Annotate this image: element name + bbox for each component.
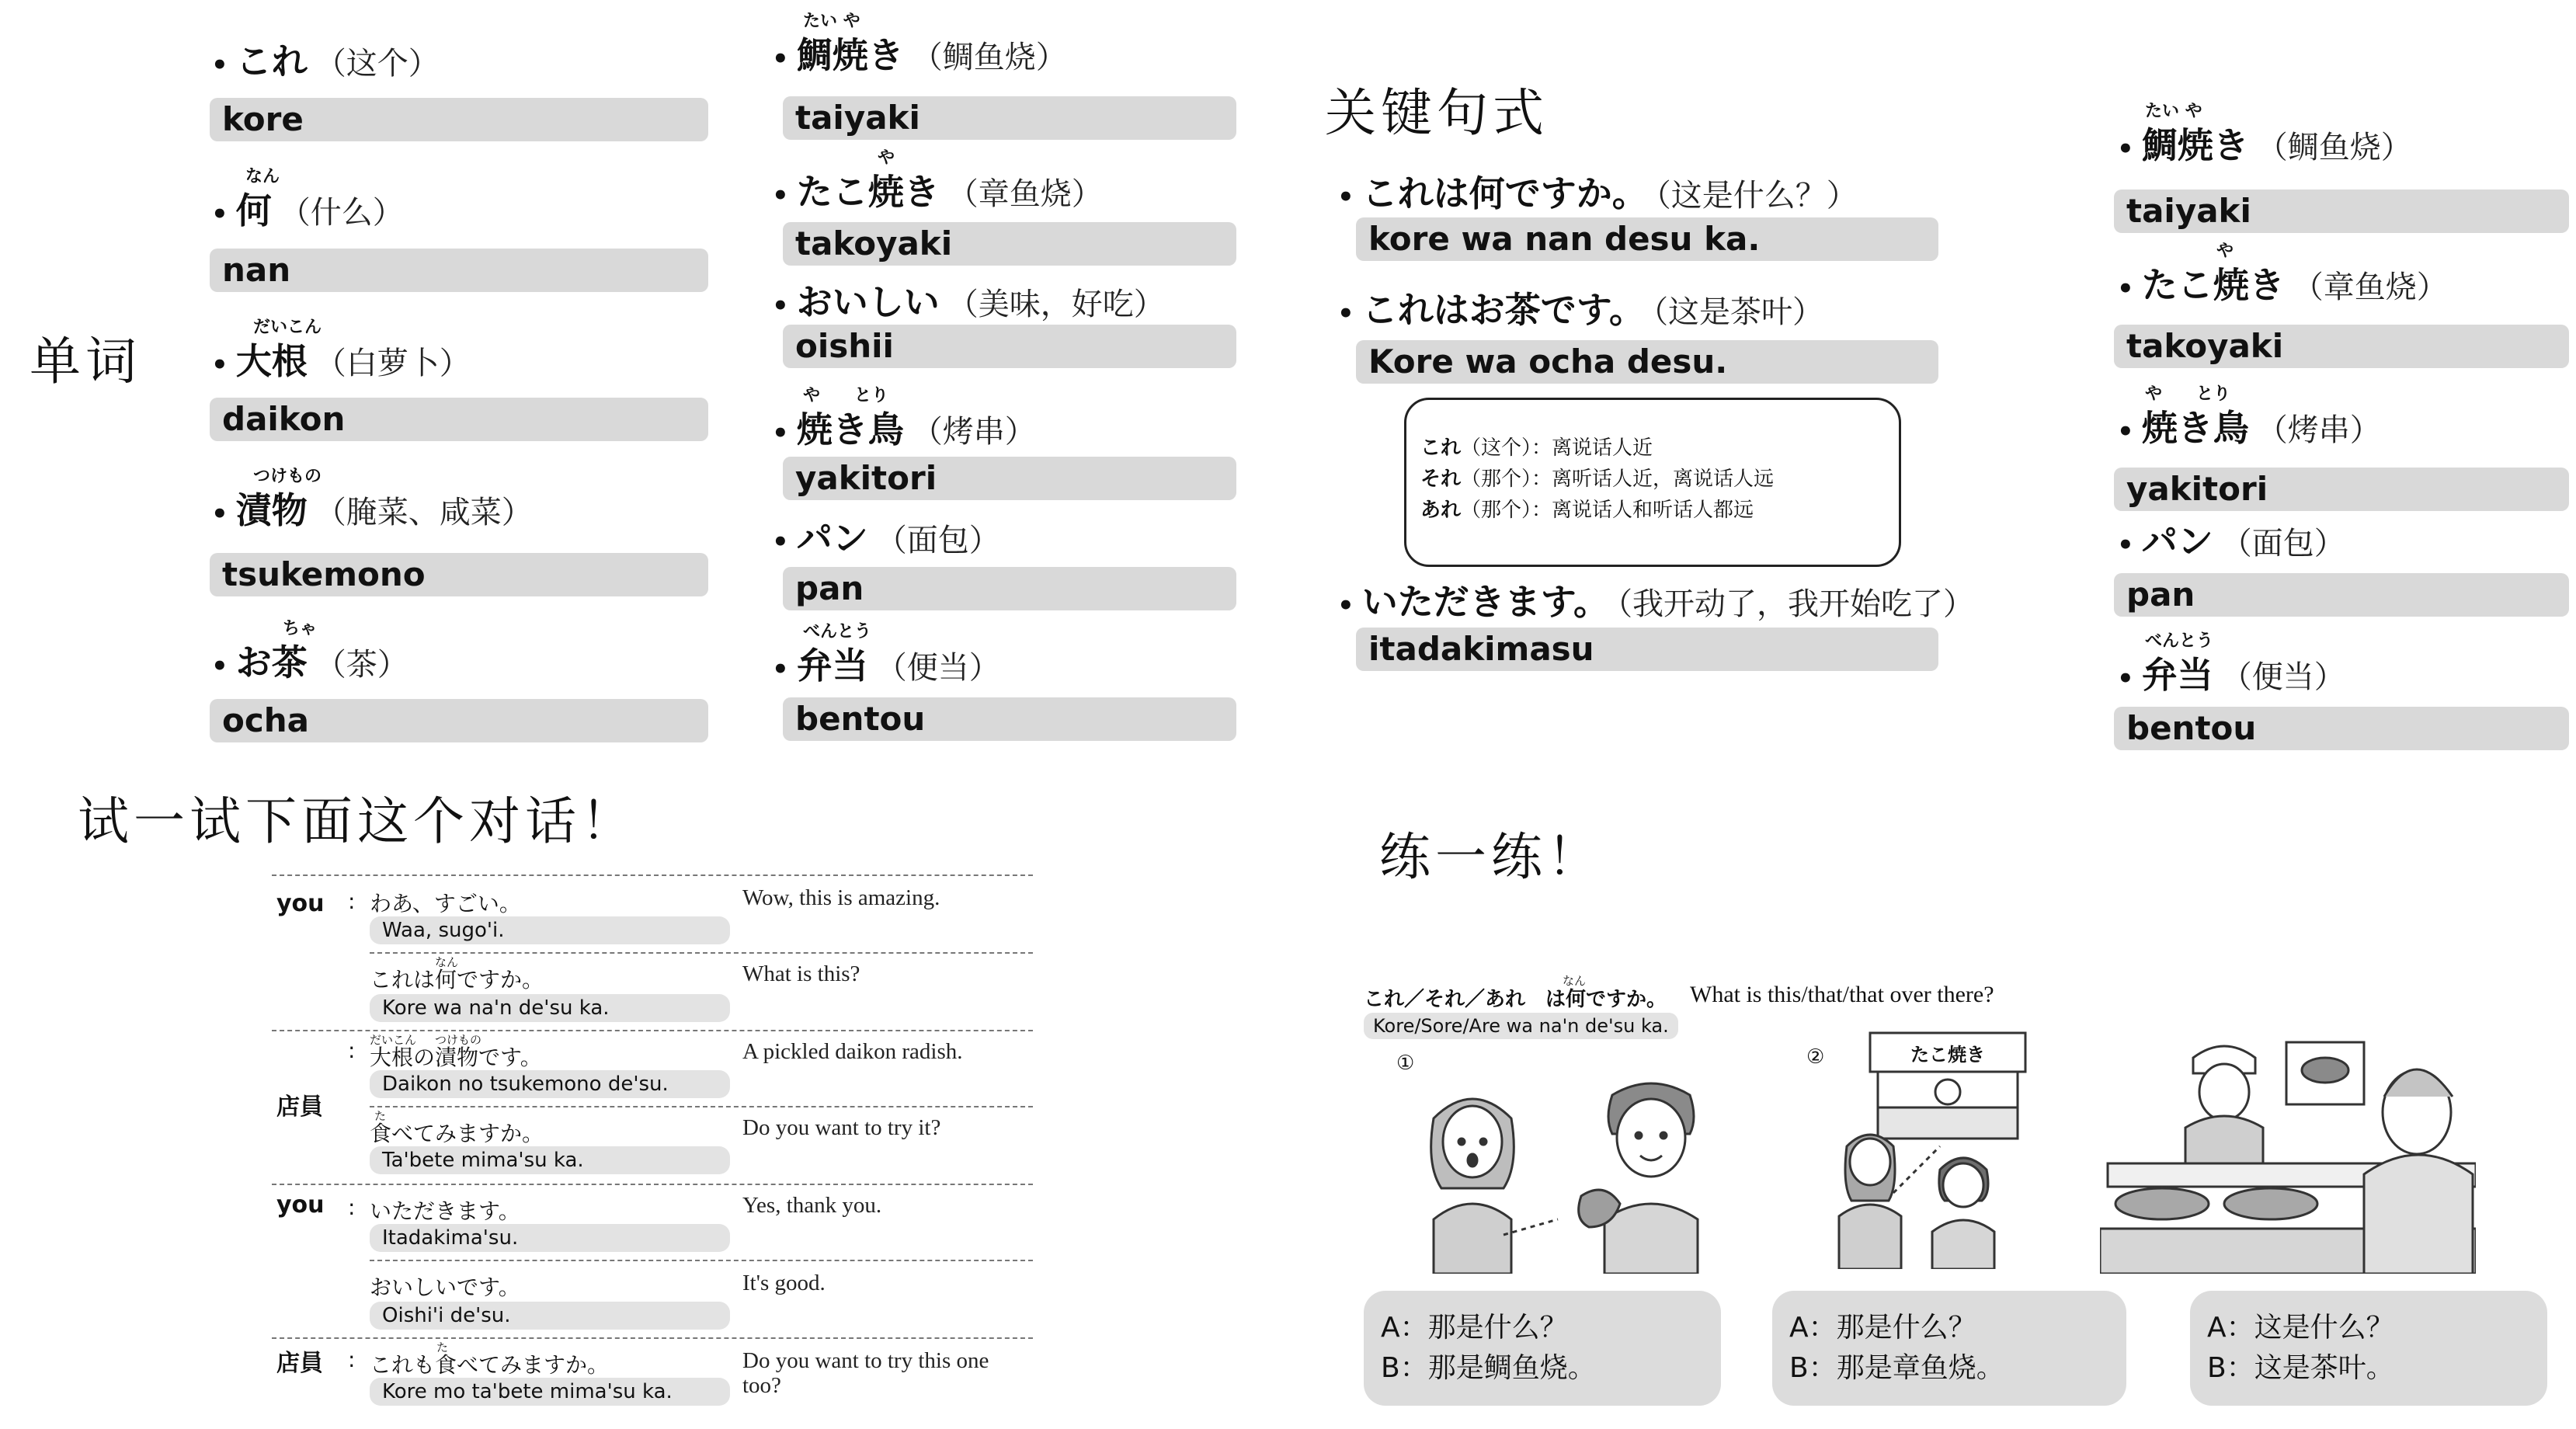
practice-heading: 练一练！	[1379, 827, 1603, 887]
dialogue-en: Do you want to try this one too?	[742, 1348, 989, 1398]
scene-number: ②	[1806, 1045, 1825, 1069]
divider	[272, 1184, 1033, 1185]
illustration-scene-3	[2100, 1027, 2476, 1274]
dialogue-en: A pickled daikon radish.	[742, 1039, 963, 1064]
vocab-item: たい や • 鯛焼き （鲷鱼烧）	[2117, 102, 2412, 166]
dialogue-jp: わあ、すごい。	[370, 891, 521, 916]
vocab-item: • パン （面包）	[2117, 520, 2345, 562]
divider	[370, 952, 1033, 954]
romaji-bar: takoyaki	[783, 222, 1236, 266]
dialogue-romaji: Kore mo ta'bete mima'su ka.	[370, 1378, 730, 1406]
vocab-item: • パン （面包）	[772, 517, 1000, 559]
speaker-label: you	[276, 1191, 325, 1219]
vocab-item: や • たこ焼き （章鱼烧）	[2117, 242, 2448, 306]
dialogue-jp: これは何ですか。	[370, 967, 544, 993]
vocab-item: つけもの • 漬物 （腌菜、咸菜）	[211, 467, 533, 531]
practice-question-romaji: Kore/Sore/Are wa na'n de'su ka.	[1364, 1013, 1678, 1039]
practice-question-jp: これ／それ／あれ は何ですか。	[1364, 988, 1667, 1011]
answer-card: A：那是什么？ B：那是鲷鱼烧。	[1364, 1291, 1721, 1406]
dialogue-jp: 食べてみますか。	[370, 1121, 544, 1146]
dialogue-romaji: Itadakima'su.	[370, 1224, 730, 1252]
illustration-scene-1	[1379, 1064, 1736, 1274]
vocab-item: ちゃ • お茶 （茶）	[211, 619, 408, 683]
answer-card: A：这是什么？ B：这是茶叶。	[2190, 1291, 2547, 1406]
ruby: つけもの	[435, 1033, 482, 1047]
romaji-bar: yakitori	[783, 457, 1236, 500]
demonstrative-note-box	[1404, 398, 1901, 567]
vocab-item: なん • 何 （什么）	[211, 167, 404, 231]
demonstrative-row: あれ（那个）：离说话人和听话人都远	[1420, 499, 1754, 522]
romaji-bar: kore	[210, 98, 708, 141]
dialogue-en: Yes, thank you.	[742, 1193, 882, 1218]
dialogue-romaji: Ta'bete mima'su ka.	[370, 1146, 730, 1174]
romaji-bar: ocha	[210, 699, 708, 742]
illustration-scene-2	[1823, 1030, 2038, 1269]
ruby: なん	[1563, 974, 1587, 988]
romaji-bar: daikon	[210, 398, 708, 441]
dialogue-en: It's good.	[742, 1271, 826, 1295]
dialogue-heading: 试一试下面这个对话！	[78, 791, 637, 851]
romaji-bar: takoyaki	[2114, 325, 2569, 368]
dialogue-en: Do you want to try it?	[742, 1115, 941, 1140]
ruby: た	[436, 1340, 449, 1354]
pattern-item: • これは何ですか。 （这是什么？）	[1337, 172, 1858, 214]
dialogue-jp: 大根の漬物です。	[370, 1045, 542, 1070]
romaji-bar: yakitori	[2114, 468, 2569, 511]
divider	[272, 1337, 1033, 1339]
vocab-item: だいこん • 大根 （白萝卜）	[211, 318, 471, 382]
ruby: た	[374, 1109, 387, 1123]
dialogue-romaji: Oishi'i de'su.	[370, 1302, 730, 1330]
vocab-item: や • たこ焼き （章鱼烧）	[772, 148, 1103, 213]
ruby: なん	[435, 955, 459, 969]
dialogue-en: Wow, this is amazing.	[742, 885, 940, 910]
answer-card: A：那是什么？ B：那是章鱼烧。	[1772, 1291, 2126, 1406]
romaji-bar: taiyaki	[2114, 189, 2569, 233]
vocab-item: や とり • 焼き鳥 （烤串）	[2117, 384, 2381, 449]
speaker-label: 店員	[276, 1350, 323, 1377]
speaker-label: you	[276, 890, 325, 917]
pattern-item: • これはお茶です。 （这是茶叶）	[1337, 289, 1824, 331]
romaji-bar: Kore wa ocha desu.	[1356, 340, 1938, 384]
divider	[370, 1106, 1033, 1107]
dialogue-romaji: Daikon no tsukemono de'su.	[370, 1070, 730, 1098]
vocab-item: や とり • 焼き鳥 （烤串）	[772, 386, 1036, 450]
romaji-bar: pan	[2114, 573, 2569, 617]
romaji-bar: pan	[783, 567, 1236, 610]
divider	[272, 874, 1033, 876]
romaji-bar: bentou	[2114, 707, 2569, 750]
demonstrative-row: それ（那个）：离听话人近，离说话人远	[1420, 468, 1775, 491]
practice-question-en: What is this/that/that over there?	[1690, 982, 1994, 1007]
scene-number: ①	[1396, 1052, 1415, 1075]
pattern-item: • いただきます。 （我开动了，我开始吃了）	[1337, 581, 1975, 623]
demonstrative-row: これ（这个）：离说话人近	[1420, 436, 1653, 460]
dialogue-romaji: Waa, sugo'i.	[370, 916, 730, 944]
vocab-item: • おいしい （美味，好吃）	[772, 281, 1165, 323]
vocab-item: べんとう • 弁当 （便当）	[772, 622, 1000, 687]
romaji-bar: kore wa nan desu ka.	[1356, 217, 1938, 261]
ruby: だいこん	[370, 1033, 417, 1047]
divider	[370, 1260, 1033, 1261]
romaji-bar: itadakimasu	[1356, 628, 1938, 671]
stand-sign-text: たこ焼き	[1910, 1044, 1985, 1066]
speaker-label: 店員	[276, 1093, 323, 1121]
dialogue-jp: いただきます。	[370, 1198, 520, 1224]
vocab-heading: 单词	[30, 332, 141, 391]
vocab-item: たい や • 鯛焼き （鲷鱼烧）	[772, 12, 1067, 76]
dialogue-en: What is this?	[742, 961, 860, 986]
romaji-bar: nan	[210, 249, 708, 292]
vocab-item: • これ （这个）	[211, 40, 440, 82]
dialogue-jp: おいしいです。	[370, 1274, 520, 1300]
vocab-item: べんとう • 弁当 （便当）	[2117, 631, 2345, 696]
dialogue-jp: これも食べてみますか。	[370, 1352, 610, 1378]
romaji-bar: tsukemono	[210, 553, 708, 596]
romaji-bar: bentou	[783, 697, 1236, 741]
dialogue-romaji: Kore wa na'n de'su ka.	[370, 994, 730, 1022]
romaji-bar: oishii	[783, 325, 1236, 368]
patterns-heading: 关键句式	[1325, 83, 1549, 143]
romaji-bar: taiyaki	[783, 96, 1236, 140]
